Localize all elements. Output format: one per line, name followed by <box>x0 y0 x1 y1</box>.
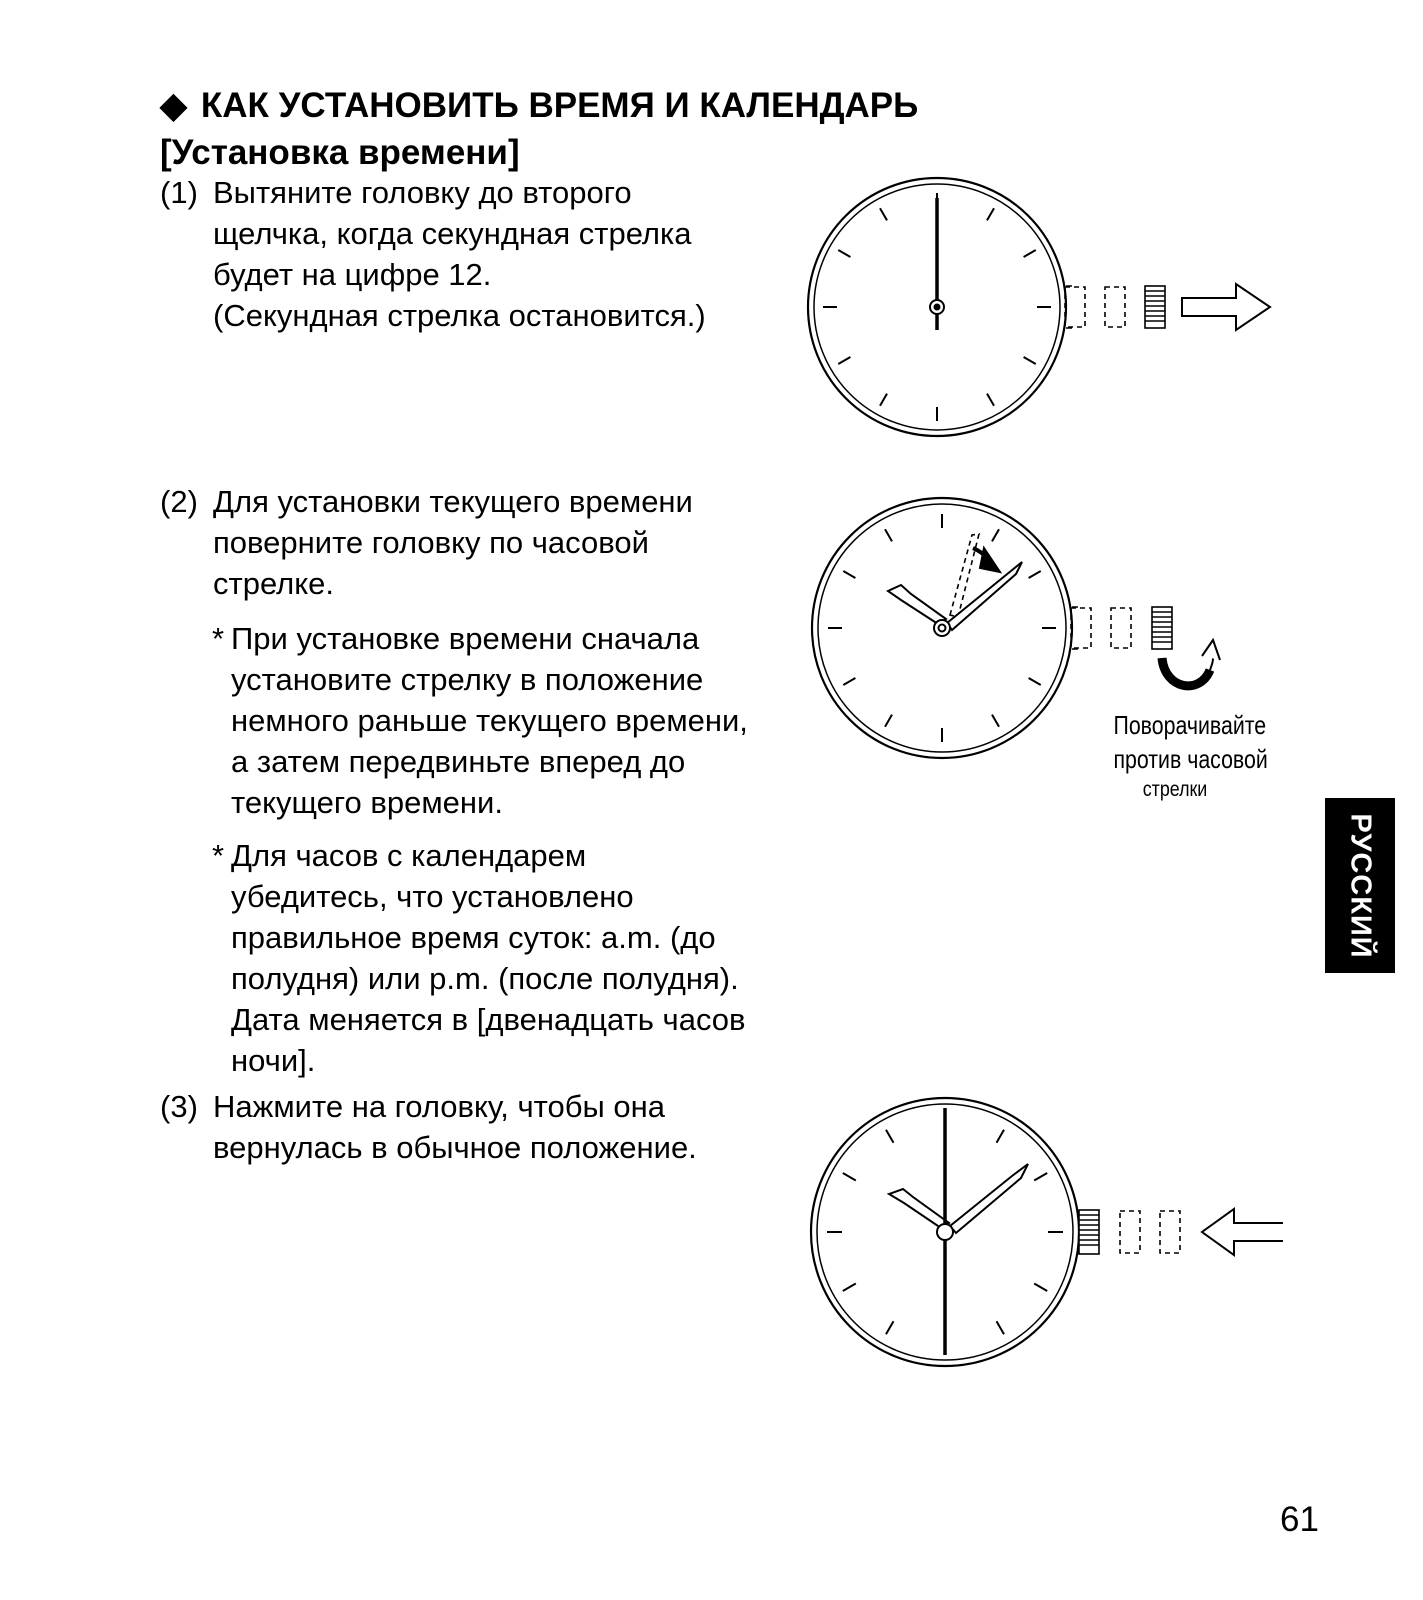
note-line: установите стрелку в положение <box>231 662 704 697</box>
hour-marker <box>885 529 892 541</box>
hour-marker <box>997 1321 1005 1334</box>
hour-marker <box>997 1130 1005 1143</box>
note-line: правильное время суток: a.m. (до <box>231 920 716 955</box>
crown-positions <box>1065 286 1125 328</box>
rotate-label-line: Поворачивайте <box>1113 710 1267 740</box>
note-line: Для часов с календарем <box>231 838 587 873</box>
step-text <box>213 172 706 336</box>
note-line: ночи]. <box>231 1043 316 1078</box>
hour-marker <box>992 715 999 727</box>
hour-marker <box>880 208 887 220</box>
step-line: стрелке. <box>213 566 335 601</box>
step-line: (Секундная стрелка остановится.) <box>213 298 706 333</box>
hour-marker <box>843 1284 856 1292</box>
crown-icon <box>1145 286 1165 328</box>
step-text <box>213 1086 697 1168</box>
hour-marker <box>843 1173 856 1181</box>
step-line: Нажмите на головку, чтобы она <box>213 1089 666 1124</box>
step-text <box>213 481 693 604</box>
note-marker: * <box>212 838 225 873</box>
step-number: (3) <box>160 1089 198 1124</box>
hand-pivot <box>930 300 944 314</box>
section-title-text: КАК УСТАНОВИТЬ ВРЕМЯ И КАЛЕНДАРЬ <box>200 86 919 125</box>
step-number: (2) <box>160 484 198 519</box>
diamond-bullet-icon: ◆ <box>160 86 187 125</box>
hour-marker <box>992 529 999 541</box>
rotate-label-line: стрелки <box>1142 778 1208 801</box>
hour-marker <box>1029 571 1041 578</box>
push-arrow-icon <box>1202 1209 1283 1255</box>
rotate-direction-label <box>1100 708 1268 804</box>
language-tab-label: РУССКИЙ <box>1344 812 1377 959</box>
step-line: Вытяните головку до второго <box>213 175 632 210</box>
note-line: немного раньше текущего времени, <box>231 703 748 738</box>
note-text <box>231 618 748 823</box>
hand-pivot <box>937 1224 953 1240</box>
hand-motion-arrow-icon <box>973 548 1000 572</box>
hour-marker <box>843 678 855 685</box>
hour-marker <box>886 1321 894 1334</box>
hour-marker <box>1024 357 1036 364</box>
hour-hand <box>888 585 946 624</box>
section-subtitle: [Установка времени] <box>160 133 520 172</box>
note-line: а затем передвиньте вперед до <box>231 744 686 779</box>
pull-arrow-icon <box>1182 284 1270 330</box>
crown-positions <box>1071 607 1131 649</box>
step-line: щелчка, когда секундная стрелка <box>213 216 692 251</box>
hour-marker <box>885 715 892 727</box>
hour-hand <box>889 1189 949 1228</box>
section-title <box>160 86 918 126</box>
step-line: будет на цифре 12. <box>213 257 492 292</box>
hour-marker <box>838 250 850 257</box>
hour-marker <box>843 571 855 578</box>
hour-marker <box>838 357 850 364</box>
note-text <box>231 835 746 1081</box>
step-line: поверните головку по часовой <box>213 525 649 560</box>
page-number: 61 <box>1280 1500 1319 1539</box>
hour-marker <box>1034 1173 1047 1181</box>
note-marker: * <box>212 621 225 656</box>
crown-positions <box>1120 1211 1180 1253</box>
step-line: вернулась в обычное положение. <box>213 1130 697 1165</box>
hour-marker <box>987 208 994 220</box>
hour-marker <box>880 394 887 406</box>
note-line: полудня) или p.m. (после полудня). <box>231 961 739 996</box>
note-line: Дата меняется в [двенадцать часов <box>231 1002 746 1037</box>
watch-diagram-push-crown <box>800 1090 1290 1380</box>
note-line: убедитесь, что установлено <box>231 879 634 914</box>
rotate-label-line: против часовой <box>1113 744 1268 774</box>
language-tab <box>1325 798 1395 973</box>
watch-diagram-pull-crown <box>800 170 1280 450</box>
crown-icon <box>1152 607 1172 649</box>
step-line: Для установки текущего времени <box>213 484 693 519</box>
note-line: текущего времени. <box>231 785 503 820</box>
hour-marker <box>1034 1284 1047 1292</box>
minute-hand <box>950 1164 1028 1233</box>
crown-icon <box>1079 1210 1099 1254</box>
hour-marker <box>886 1130 894 1143</box>
note-line: При установке времени сначала <box>231 621 700 656</box>
hour-marker <box>1029 678 1041 685</box>
hour-marker <box>1024 250 1036 257</box>
hour-marker <box>987 394 994 406</box>
step-number: (1) <box>160 175 198 210</box>
hand-pivot <box>934 620 950 636</box>
